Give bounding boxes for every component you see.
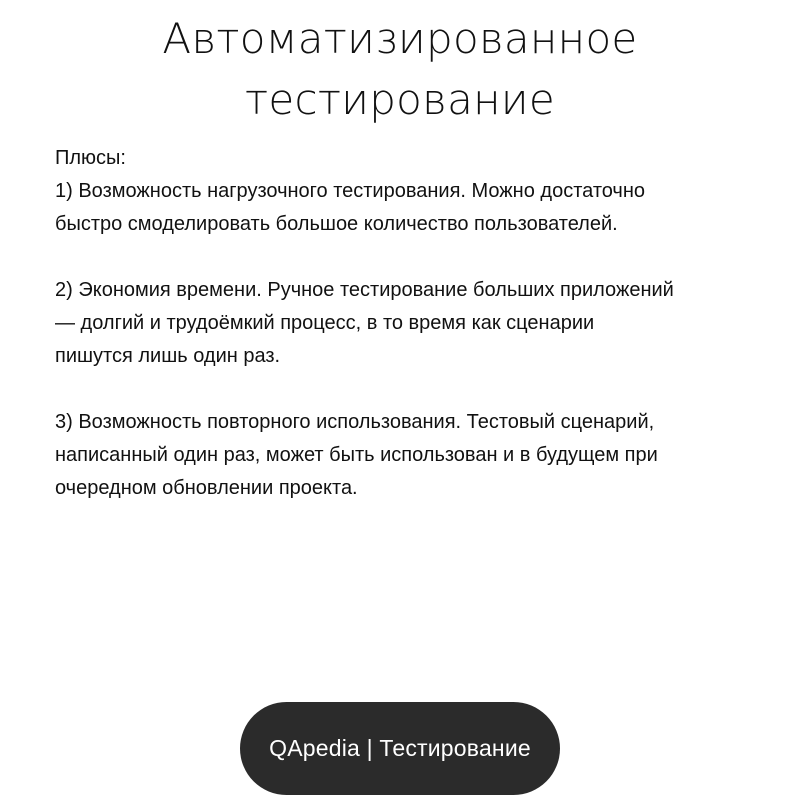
- content-body: [55, 142, 775, 505]
- pros-item-3: [55, 406, 775, 505]
- pros-item-2-line-2: — долгий и трудоёмкий процесс, в то время как сценарии: [55, 312, 595, 334]
- pros-item-1-line-1: 1) Возможность нагрузочного тестирования. Можно достаточно: [55, 180, 646, 202]
- pros-item-3-line-2: написанный один раз, может быть использован и в будущем при: [55, 444, 658, 466]
- channel-badge-label: QApedia | Тестирование: [269, 735, 531, 761]
- pros-item-2: [55, 274, 775, 373]
- page-title: [0, 8, 800, 130]
- paragraph-spacer: [55, 241, 775, 274]
- channel-badge: [240, 702, 560, 795]
- pros-item-2-line-3: пишутся лишь один раз.: [55, 345, 281, 367]
- pros-item-1-line-2: быстро смоделировать большое количество пользователей.: [55, 213, 618, 235]
- pros-item-2-line-1: 2) Экономия времени. Ручное тестирование больших приложений: [55, 279, 674, 301]
- page-title-line-1: Автоматизированное: [162, 14, 638, 63]
- pros-heading: Плюсы:: [55, 147, 126, 169]
- page-title-line-2: тестирование: [245, 75, 555, 124]
- pros-item-3-line-3: очередном обновлении проекта.: [55, 477, 358, 499]
- paragraph-spacer: [55, 373, 775, 406]
- pros-item-1: [55, 175, 775, 241]
- pros-item-3-line-1: 3) Возможность повторного использования. Тестовый сценарий,: [55, 411, 655, 433]
